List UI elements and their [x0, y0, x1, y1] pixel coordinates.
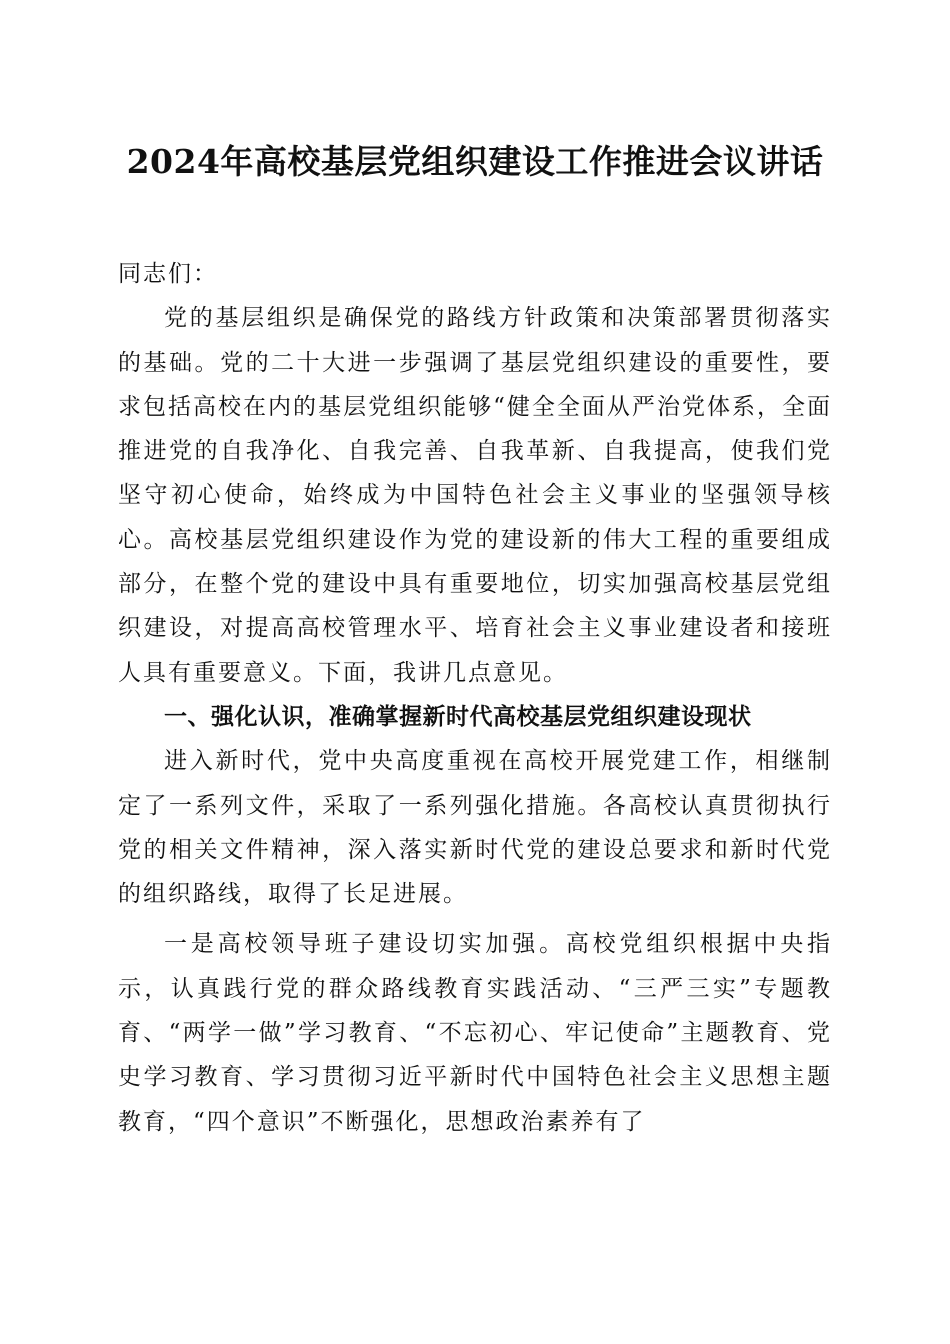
section-heading: 一、强化认识，准确掌握新时代高校基层党组织建设现状 — [164, 703, 752, 730]
section-paragraph-1: 进入新时代，党中央高度重视在高校开展党建工作，相继制定了一系列文件，采取了一系列强化措施。各高校认真贯彻执行党的相关文件精神，深入落实新时代党的建设总要求和新时代党的组织路线，取得了长足进展。 — [118, 748, 832, 908]
salutation: 同志们： — [118, 261, 218, 287]
document-body — [118, 252, 832, 1144]
intro-paragraph: 党的基层组织是确保党的路线方针政策和决策部署贯彻落实的基础。党的二十大进一步强调了基层党组织建设的重要性，要求包括高校在内的基层党组织能够“健全全面从严治党体系，全面推进党的自我净化、自我完善、自我革新、自我提高，使我们党坚守初心使命，始终成为中国特色社会主义事业的坚强领导核心。高校基层党组织建设作为党的建设新的伟大工程的重要组成部分，在整个党的建设中具有重要地位，切实加强高校基层党组织建设，对提高高校管理水平、培育社会主义事业建设者和接班人具有重要意义。下面，我讲几点意见。 — [118, 305, 832, 686]
document-title: 2024年高校基层党组织建设工作推进会议讲话 — [126, 142, 824, 181]
section-paragraph-2: 一是高校领导班子建设切实加强。高校党组织根据中央指示，认真践行党的群众路线教育实践活动、“三严三实”专题教育、“两学一做”学习教育、“不忘初心、牢记使命”主题教育、党史学习教育、学习贯彻习近平新时代中国特色社会主义思想主题教育，“四个意识”不断强化，思想政治素养有了 — [118, 931, 832, 1135]
